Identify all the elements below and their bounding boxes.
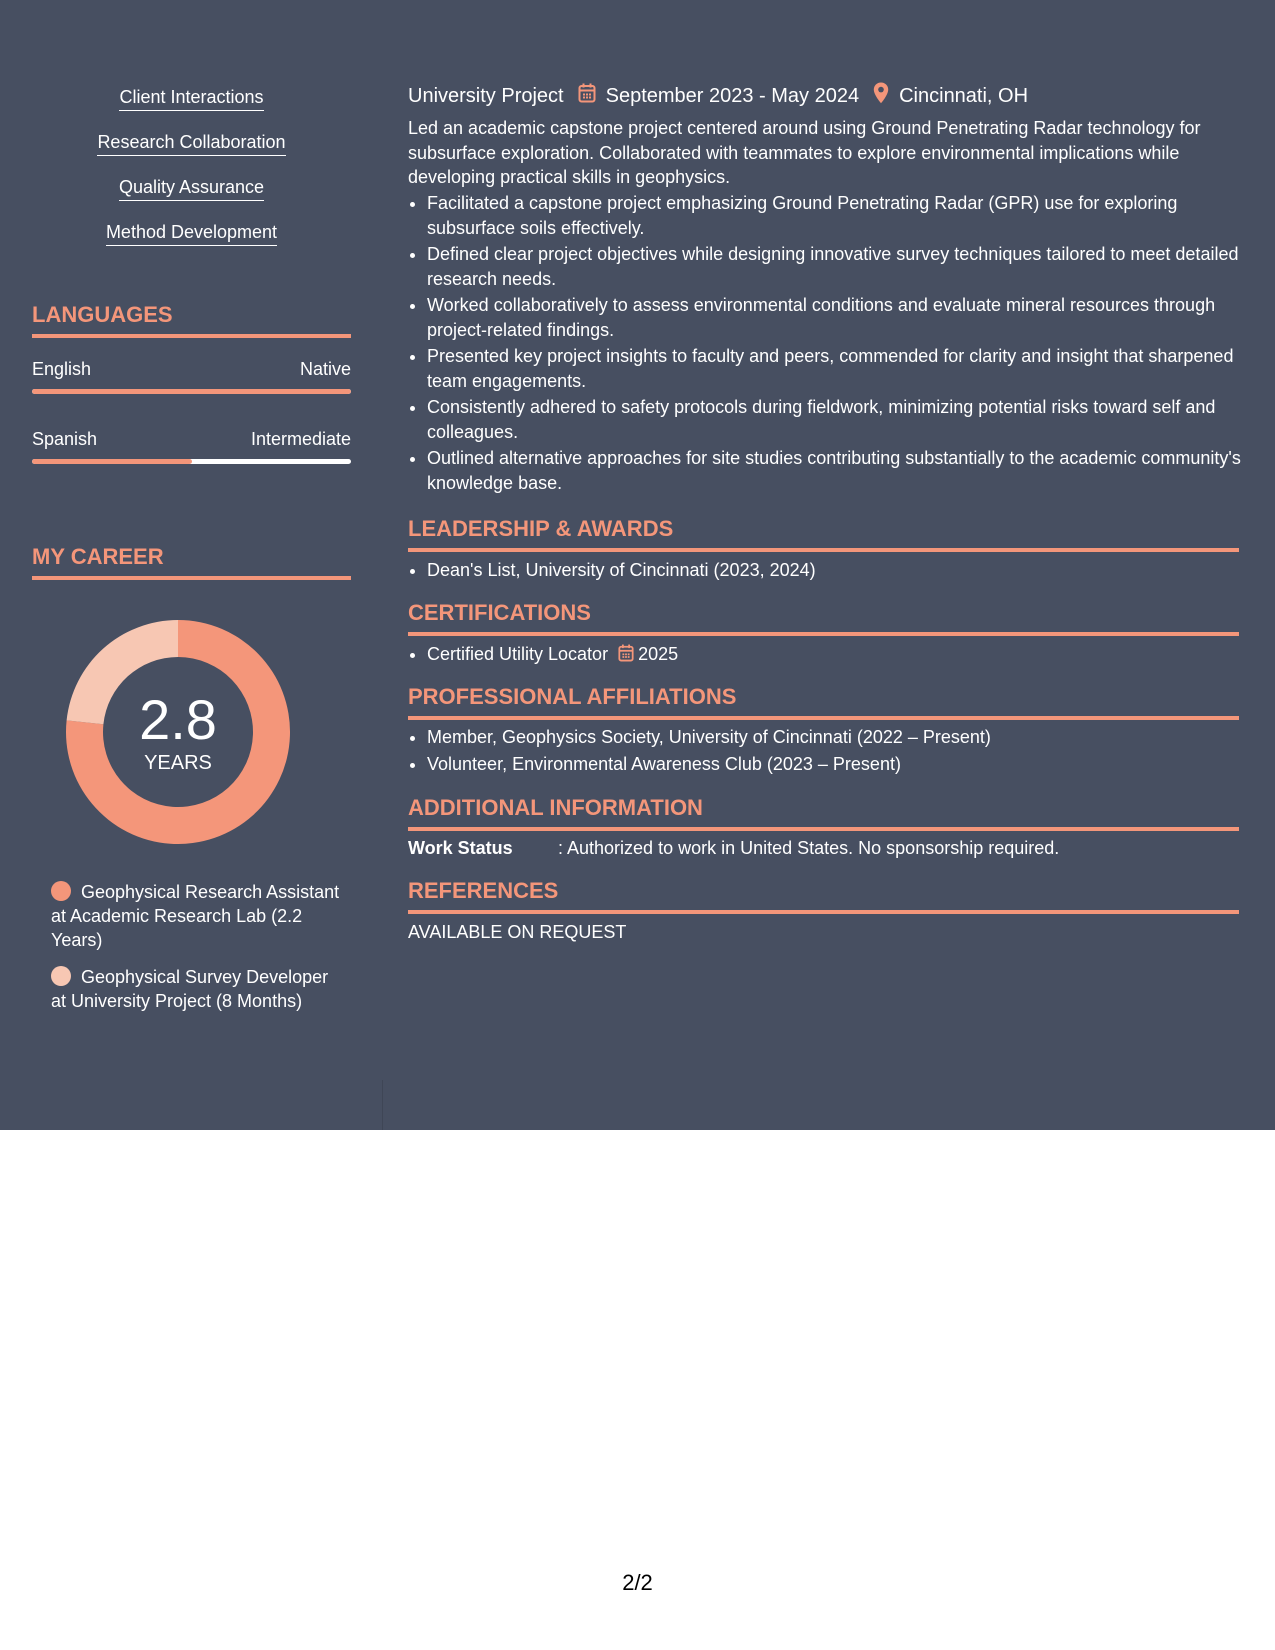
leadership-list (408, 557, 1258, 584)
language-bar (32, 459, 351, 464)
work-status-label: Work Status (408, 838, 513, 858)
languages-heading: LANGUAGES (32, 302, 351, 338)
skill-item (32, 221, 351, 266)
skill-link-method-development[interactable]: Method Development (106, 221, 277, 246)
job-bullets (408, 191, 1258, 497)
skill-link-client-interactions[interactable]: Client Interactions (119, 86, 263, 111)
skill-item (32, 176, 351, 221)
list-item: • Facilitated a capstone project emphasizing Ground Penetrating Radar (GPR) use for exploring subsurface soils effectively. (427, 191, 1258, 240)
job-location: Cincinnati, OH (899, 85, 1029, 107)
certifications-heading: CERTIFICATIONS (408, 600, 1239, 636)
additional-info-heading: ADDITIONAL INFORMATION (408, 795, 1239, 831)
skill-link-quality-assurance[interactable]: Quality Assurance (119, 176, 264, 201)
language-level: Native (299, 359, 351, 379)
list-item: • Defined clear project objectives while designing innovative survey techniques tailored to meet detailed research needs. (427, 242, 1258, 291)
work-status (408, 836, 1059, 860)
skills-list (32, 86, 351, 266)
affiliations-list (408, 724, 1258, 777)
career-donut-chart (66, 620, 290, 844)
page-number: 2/2 (622, 1570, 653, 1595)
job-header (408, 82, 1028, 110)
legend-item (51, 880, 341, 952)
leadership-heading: LEADERSHIP & AWARDS (408, 516, 1239, 552)
work-status-value: : Authorized to work in United States. No sponsorship required. (558, 838, 1060, 858)
legend-label: Geophysical Research Assistant at Academic Research Lab (2.2 Years) (51, 882, 340, 950)
skill-item (32, 131, 351, 176)
legend-dot (51, 881, 71, 901)
legend-label: Geophysical Survey Developer at University Project (8 Months) (51, 967, 329, 1011)
skill-item (32, 86, 351, 131)
career-legend (51, 880, 341, 1026)
legend-item (51, 965, 341, 1013)
skill-link-research-collaboration[interactable]: Research Collaboration (97, 131, 285, 156)
affiliations-heading: PROFESSIONAL AFFILIATIONS (408, 684, 1239, 720)
language-spanish (32, 428, 351, 464)
language-name: Spanish (32, 429, 98, 449)
calendar-icon (618, 643, 634, 670)
list-item: • Outlined alternative approaches for site studies contributing substantially to the academic community's knowledge base. (427, 446, 1258, 495)
list-item: • Consistently adhered to safety protocols during fieldwork, minimizing potential risks toward self and colleagues. (427, 395, 1258, 444)
legend-dot (51, 966, 71, 986)
language-name: English (32, 359, 92, 379)
references-text: AVAILABLE ON REQUEST (408, 922, 627, 942)
language-level: Intermediate (250, 429, 351, 449)
list-item (427, 641, 1258, 670)
location-pin-icon (873, 82, 889, 110)
list-item: • Dean's List, University of Cincinnati (2023, 2024) (427, 557, 1258, 584)
list-item: • Member, Geophysics Society, University of Cincinnati (2022 – Present) (427, 724, 1258, 751)
job-description: Led an academic capstone project centered around using Ground Penetrating Radar technology for subsurface exploration. Collaborated with teammates to explore environmental implications while developing practical skills in geophysics. (408, 118, 1201, 187)
references-heading: REFERENCES (408, 878, 1239, 914)
job-dates: September 2023 - May 2024 (605, 85, 860, 107)
column-divider (382, 1080, 383, 1130)
certification-name: Certified Utility Locator (427, 644, 609, 664)
donut-center (66, 620, 290, 844)
certifications-list (408, 641, 1258, 670)
language-bar-fill (32, 389, 351, 394)
list-item: • Presented key project insights to faculty and peers, commended for clarity and insight that sharpened team engagements. (427, 344, 1258, 393)
list-item: • Volunteer, Environmental Awareness Club (2023 – Present) (427, 751, 1258, 778)
career-total-years: 2.8 (139, 688, 217, 751)
list-item: • Worked collaboratively to assess environmental conditions and evaluate mineral resources through project-related findings. (427, 293, 1258, 342)
certification-year: 2025 (638, 644, 679, 664)
career-total-unit: YEARS (144, 752, 212, 774)
job-company: University Project (408, 85, 564, 107)
career-heading: MY CAREER (32, 544, 351, 580)
calendar-icon (578, 83, 596, 109)
language-english (32, 358, 351, 394)
language-bar (32, 389, 351, 394)
language-bar-fill (32, 459, 192, 464)
